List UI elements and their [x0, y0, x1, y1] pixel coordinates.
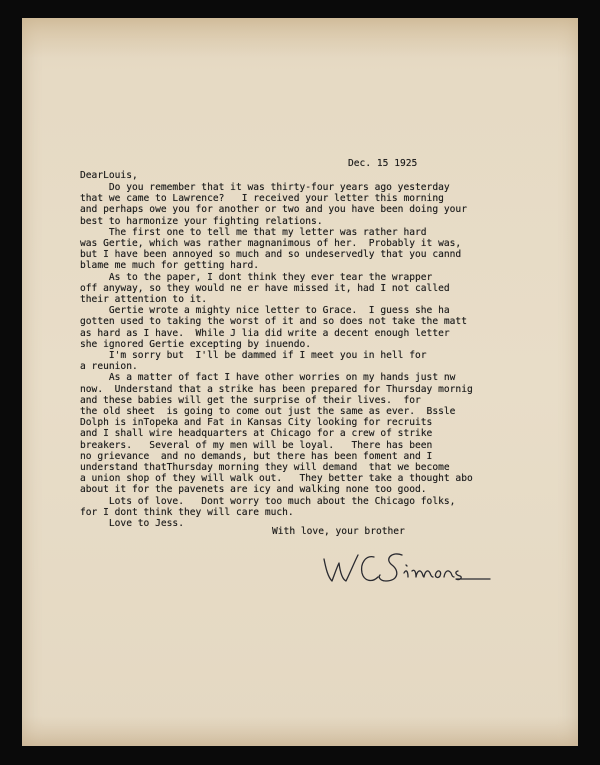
letter-line: was Gertie, which was rather magnanimous of her. Probably it was, — [80, 238, 462, 250]
letter-line: as hard as I have. While J lia did write a decent enough letter — [80, 327, 450, 339]
letter-body — [80, 182, 473, 529]
handwritten-signature — [320, 541, 500, 601]
letter-line: no grievance and no demands, but there has been foment and I — [80, 450, 433, 462]
letter-line: and these babies will get the surprise of their lives. for — [80, 394, 421, 406]
letter-line: best to harmonize your fighting relations. — [80, 215, 323, 227]
letter-line: gotten used to taking the worst of it and so does not take the matt — [80, 316, 467, 328]
letter-line: and I shall wire headquarters at Chicago for a crew of strike — [80, 428, 433, 440]
letter-salutation: DearLouis, — [80, 170, 138, 181]
letter-line: Do you remember that it was thirty-four years ago yesterday — [80, 182, 450, 193]
letter-line: As to the paper, I dont think they ever tear the wrapper — [80, 271, 433, 283]
letter-line: Lots of love. Dont worry too much about the Chicago folks, — [80, 495, 456, 507]
letter-line: she ignored Gertie excepting by inuendo. — [80, 338, 312, 350]
letter-line: off anyway, so they would ne er have missed it, had I not called — [80, 282, 450, 294]
letter-line: The first one to tell me that my letter was rather hard — [80, 226, 427, 238]
letter-line: now. Understand that a strike has been prepared for Thursday mornig — [80, 383, 473, 395]
letter-line: their attention to it. — [80, 294, 208, 306]
letter-line: for I dont think they will care much. — [80, 506, 294, 518]
letter-line: and perhaps owe you for another or two and you have been doing your — [80, 204, 467, 216]
letter-line: blame me much for getting hard. — [80, 260, 260, 272]
letter-line: about it for the pavenets are icy and walking none too good. — [80, 484, 427, 496]
letter-line: a reunion. — [80, 361, 138, 373]
letter-line: Love to Jess. — [80, 518, 184, 530]
letter-date: Dec. 15 1925 — [348, 158, 418, 169]
letter-line: but I have been annoyed so much and so undeservedly that you cannd — [80, 249, 462, 261]
letter-line: Dolph is inTopeka and Fat in Kansas City looking for recruits — [80, 417, 433, 429]
letter-line: a union shop of they will walk out. They better take a thought abo — [80, 473, 473, 485]
letter-line: As a matter of fact I have other worries on my hands just nw — [80, 372, 456, 384]
letter-line: breakers. Several of my men will be loyal. There has been — [80, 439, 433, 451]
letter-line: that we came to Lawrence? I received your letter this morning — [80, 193, 444, 205]
letter-line: the old sheet is going to come out just the same as ever. Bssle — [80, 406, 456, 418]
letter-line: Gertie wrote a mighty nice letter to Grace. I guess she ha — [80, 305, 450, 317]
letter-line: understand thatThursday morning they will demand that we become — [80, 462, 450, 474]
letter-line: I'm sorry but I'll be dammed if I meet you in hell for — [80, 350, 427, 362]
letter-page — [22, 18, 578, 746]
letter-closing: With love, your brother — [272, 526, 405, 537]
